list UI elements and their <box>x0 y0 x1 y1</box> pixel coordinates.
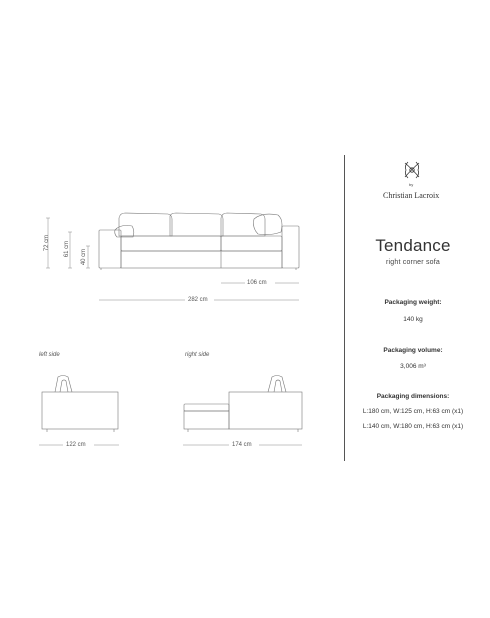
packaging-weight-value: 140 kg <box>403 316 423 323</box>
right-depth-label: 174 cm <box>232 442 252 448</box>
product-type: right corner sofa <box>386 259 440 266</box>
height-seat-label: 40 cm <box>81 248 87 266</box>
vertical-divider <box>344 155 345 461</box>
left-side-drawing <box>42 376 118 433</box>
right-side-caption: right side <box>185 352 210 358</box>
height-armrest-label: 61 cm <box>64 240 70 258</box>
christian-lacroix-logo-icon <box>402 160 422 180</box>
height-total-label: 72 cm <box>44 234 50 252</box>
packaging-weight-label: Packaging weight: <box>384 299 442 306</box>
packaging-volume-label: Packaging volume: <box>383 347 443 354</box>
total-length-label: 282 cm <box>188 297 208 303</box>
packaging-dimensions-line-2: L:140 cm, W:180 cm, H:63 cm (x1) <box>362 423 464 430</box>
chaise-width-label: 106 cm <box>247 280 267 286</box>
brand-by: by <box>409 182 414 187</box>
packaging-volume-value: 3,006 m³ <box>400 363 426 370</box>
product-name: Tendance <box>375 236 451 255</box>
brand-name: Christian Lacroix <box>383 191 440 200</box>
left-side-caption: left side <box>39 352 60 358</box>
packaging-dimensions-line-1: L:180 cm, W:125 cm, H:63 cm (x1) <box>362 408 464 415</box>
right-side-drawing <box>184 376 302 433</box>
packaging-dimensions-label: Packaging dimensions: <box>376 393 450 400</box>
left-depth-label: 122 cm <box>66 442 86 448</box>
